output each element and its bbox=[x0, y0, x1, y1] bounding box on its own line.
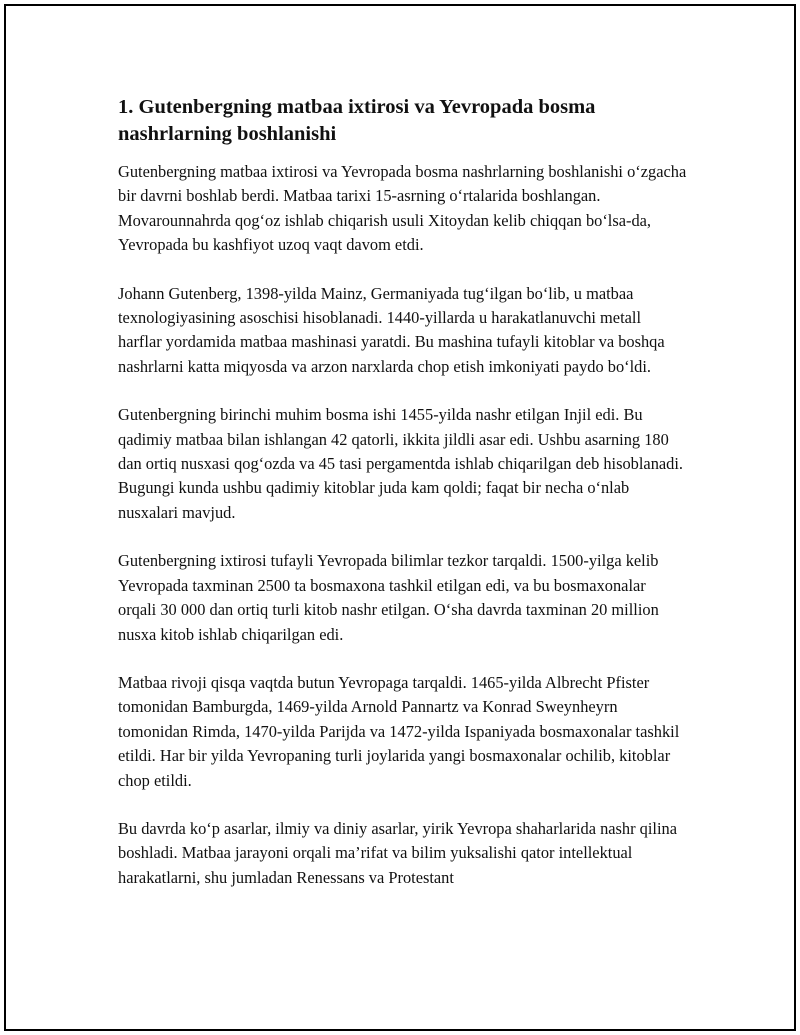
paragraph-3: Gutenbergning birinchi muhim bosma ishi 1455-yilda nashr etilgan Injil edi. Bu qadimiy matbaa bilan ishlangan 42 qatorli, ikkita jildli asar edi. Ushbu asarning 180 dan ortiq nusxasi qog‘ozda va 45 tasi pergamentda ishlab chiqarilgan deb hisoblanadi. Bugungi kunda ushbu qadimiy kitoblar juda kam qoldi; faqat bir necha o‘nlab nusxalari mavjud. bbox=[118, 405, 684, 522]
paragraph-2: Johann Gutenberg, 1398-yilda Mainz, Germaniyada tug‘ilgan bo‘lib, u matbaa texnologiyasining asoschisi hisoblanadi. 1440-yillarda u harakatlanuvchi metall harflar yordamida matbaa mashinasi yaratdi. Bu mashina tufayli kitoblar va boshqa nashrlarni katta miqyosda va arzon narxlarda chop etish imkoniyati paydo bo‘ldi. bbox=[118, 283, 665, 376]
paragraph-5: Matbaa rivoji qisqa vaqtda butun Yevropaga tarqaldi. 1465-yilda Albrecht Pfister tomonidan Bamburgda, 1469-yilda Arnold Pannartz va Konrad Sweynheyrn tomonidan Rimda, 1470-yilda Parijda va 1472-yilda Ispaniyada bosmaxonalar tashkil etildi. Har bir yilda Yevropaning turli joylarida yangi bosmaxonalar ochilib, kitoblar chop etildi. bbox=[118, 672, 680, 790]
document-body bbox=[118, 94, 688, 914]
paragraph-4: Gutenbergning ixtirosi tufayli Yevropada bilimlar tezkor tarqaldi. 1500-yilga kelib Yevropada taxminan 2500 ta bosmaxona tashkil etilgan edi, va bu bosmaxonalar orqali 30 000 dan ortiq turli kitob nashr etilgan. O‘sha davrda taxminan 20 million nusxa kitob ishlab chiqarilgan edi. bbox=[118, 551, 659, 644]
paragraph-1: Gutenbergning matbaa ixtirosi va Yevropada bosma nashrlarning boshlanishi o‘zgacha bir davrni boshlab berdi. Matbaa tarixi 15-asrning o‘rtalarida boshlangan. Movarounnahrda qog‘oz ishlab chiqarish usuli Xitoydan kelib chiqqan bo‘lsa-da, Yevropada bu kashfiyot uzoq vaqt davom etdi. bbox=[118, 162, 687, 255]
paragraph-6: Bu davrda ko‘p asarlar, ilmiy va diniy asarlar, yirik Yevropa shaharlarida nashr qilina boshladi. Matbaa jarayoni orqali ma’rifat va bilim yuksalishi qator intellektual harakatlarni, shu jumladan Renessans va Protestant bbox=[118, 818, 677, 887]
document-title: 1. Gutenbergning matbaa ixtirosi va Yevropada bosma nashrlarning boshlanishi bbox=[118, 96, 596, 145]
